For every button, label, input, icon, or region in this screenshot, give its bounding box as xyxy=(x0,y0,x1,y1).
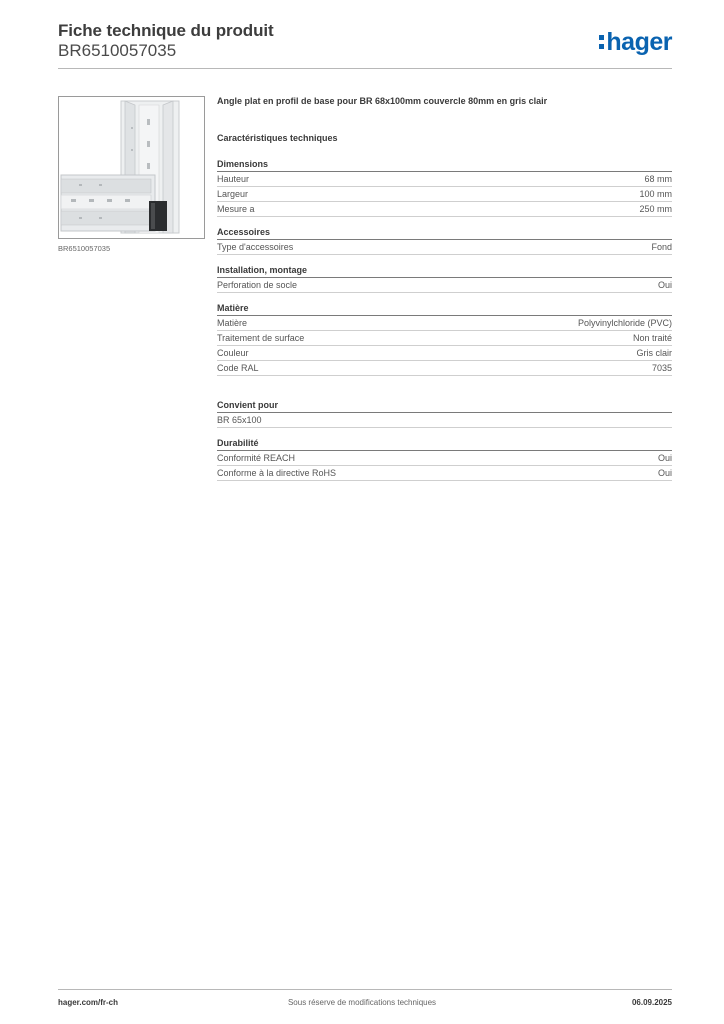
spec-value: 68 mm xyxy=(644,174,672,184)
spec-row xyxy=(217,202,672,217)
group-accessories xyxy=(217,227,672,255)
product-description: Angle plat en profil de base pour BR 68x100mm couvercle 80mm en gris clair xyxy=(217,96,548,106)
spec-label: Conforme à la directive RoHS xyxy=(217,468,337,478)
spec-label: Matière xyxy=(217,318,248,328)
spacer xyxy=(217,386,672,400)
spec-value: Gris clair xyxy=(636,348,672,358)
logo-dots-icon xyxy=(599,35,604,49)
spec-value: Polyvinylchloride (PVC) xyxy=(577,318,672,328)
spec-row xyxy=(217,172,672,187)
spec-row xyxy=(217,361,672,376)
spec-label: Code RAL xyxy=(217,363,259,373)
spec-row xyxy=(217,451,672,466)
footer-date: 06.09.2025 xyxy=(631,998,672,1007)
spec-row xyxy=(217,466,672,481)
group-title: Durabilité xyxy=(217,438,672,451)
spec-row xyxy=(217,413,672,428)
footer-divider xyxy=(58,989,672,990)
product-reference: BR6510057035 xyxy=(58,41,177,60)
logo-text: hager xyxy=(606,28,672,56)
spec-row xyxy=(217,331,672,346)
group-installation xyxy=(217,265,672,293)
spec-label: Type d'accessoires xyxy=(217,242,294,252)
spec-row xyxy=(217,346,672,361)
group-title: Installation, montage xyxy=(217,265,672,278)
spec-row xyxy=(217,240,672,255)
spec-label: Couleur xyxy=(217,348,249,358)
spec-label: BR 65x100 xyxy=(217,415,262,425)
spec-label: Traitement de surface xyxy=(217,333,305,343)
spec-value: Oui xyxy=(657,468,672,478)
spec-content xyxy=(217,96,672,491)
footer-disclaimer: Sous réserve de modifications techniques xyxy=(287,998,437,1007)
spec-value: Non traité xyxy=(632,333,672,343)
group-durability xyxy=(217,438,672,481)
spec-label: Conformité REACH xyxy=(217,453,296,463)
group-title: Accessoires xyxy=(217,227,672,240)
spec-row xyxy=(217,278,672,293)
spec-row xyxy=(217,316,672,331)
spec-label: Largeur xyxy=(217,189,249,199)
spec-value: Oui xyxy=(657,280,672,290)
image-caption: BR6510057035 xyxy=(58,244,111,253)
page-title: Fiche technique du produit xyxy=(58,21,274,40)
spec-value: 100 mm xyxy=(639,189,672,199)
group-dimensions xyxy=(217,159,672,217)
group-title: Convient pour xyxy=(217,400,672,413)
group-suitable-for xyxy=(217,400,672,428)
group-title: Matière xyxy=(217,303,672,316)
group-title: Dimensions xyxy=(217,159,672,172)
spec-row xyxy=(217,187,672,202)
product-photo-icon xyxy=(59,97,204,238)
spec-label: Hauteur xyxy=(217,174,250,184)
spec-value: Fond xyxy=(651,242,672,252)
spec-value: 250 mm xyxy=(639,204,672,214)
spec-label: Perforation de socle xyxy=(217,280,298,290)
header-divider xyxy=(58,68,672,69)
hager-logo[interactable] xyxy=(599,28,672,57)
spec-value: Oui xyxy=(657,453,672,463)
product-image xyxy=(58,96,205,239)
group-material xyxy=(217,303,672,376)
spec-label: Mesure a xyxy=(217,204,255,214)
tech-characteristics-heading: Caractéristiques techniques xyxy=(217,133,338,143)
footer-website-link[interactable]: hager.com/fr-ch xyxy=(58,998,119,1007)
spec-value: 7035 xyxy=(651,363,672,373)
